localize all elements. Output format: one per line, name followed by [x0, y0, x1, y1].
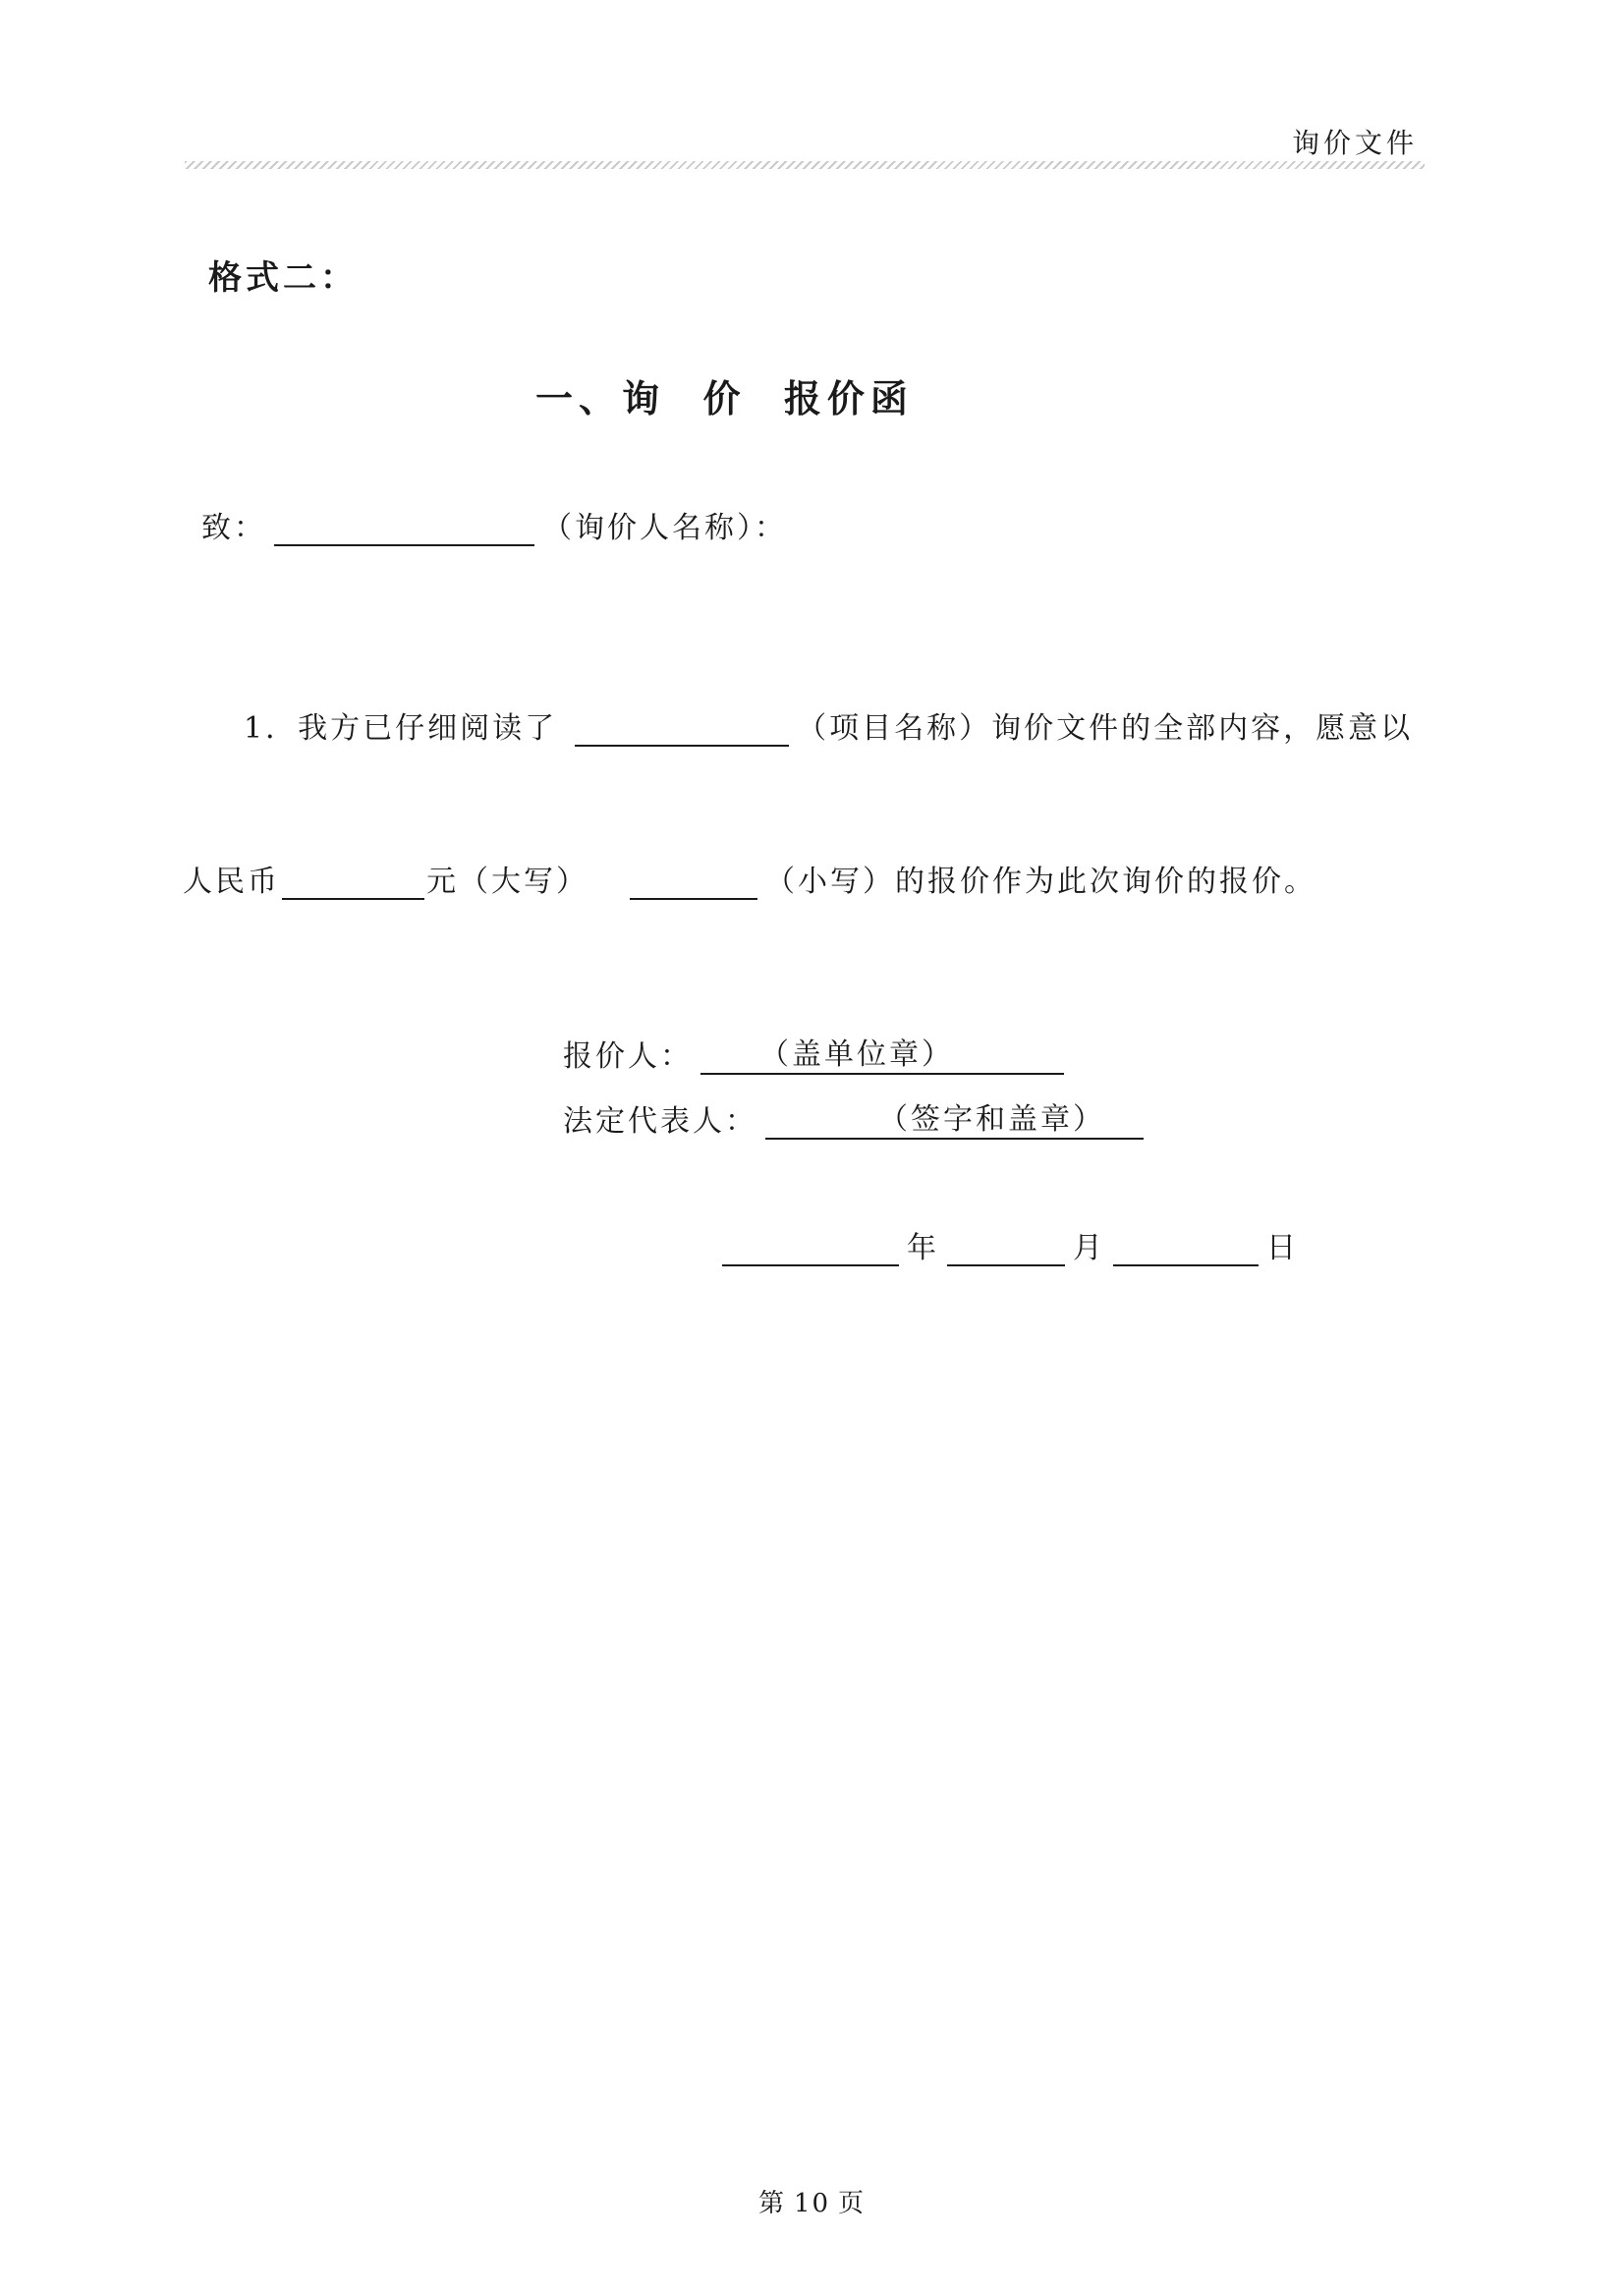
- month-blank[interactable]: [947, 1231, 1065, 1266]
- year-label: 年: [907, 1231, 939, 1265]
- day-blank[interactable]: [1113, 1231, 1259, 1266]
- paragraph-line1-suffix: （项目名称）询价文件的全部内容，愿意以: [797, 711, 1414, 746]
- header-rule: [185, 161, 1425, 169]
- quoter-seal-field[interactable]: [700, 1030, 1064, 1075]
- addressee-line: [201, 503, 787, 546]
- quoter-seal-text: （盖单位章）: [759, 1037, 954, 1072]
- doc-title: 一、询 价 报价函: [535, 376, 914, 420]
- date-line: [722, 1223, 1299, 1266]
- legal-representative-seal-field[interactable]: [765, 1094, 1144, 1140]
- legal-representative-label: 法定代表人：: [563, 1104, 757, 1139]
- addressee-suffix: （询价人名称）：: [542, 511, 787, 545]
- page-number-value: 10: [793, 2189, 831, 2218]
- page-number-prefix: 第: [757, 2189, 786, 2218]
- paragraph-line-2: [183, 857, 1316, 900]
- legal-representative-line: [563, 1094, 1144, 1140]
- format-label: 格式二：: [208, 258, 358, 298]
- quoter-label: 报价人：: [563, 1039, 693, 1074]
- month-label: 月: [1073, 1231, 1105, 1265]
- addressee-prefix: 致：: [201, 511, 266, 545]
- quoter-line: [563, 1030, 1064, 1075]
- paragraph-line2-prefix: 人民币: [183, 865, 280, 899]
- day-label: 日: [1266, 1231, 1299, 1265]
- project-name-blank[interactable]: [575, 711, 789, 747]
- header-title: 询价文件: [1292, 127, 1419, 159]
- paragraph-line1-prefix: 1．我方已仔细阅读了: [244, 711, 558, 746]
- paragraph-line-1: [244, 703, 1413, 747]
- addressee-blank[interactable]: [274, 511, 534, 546]
- amount-figures-blank[interactable]: [630, 865, 757, 900]
- paragraph-line2-suffix: （小写）的报价作为此次询价的报价。: [765, 865, 1316, 899]
- amount-words-blank[interactable]: [282, 865, 424, 900]
- year-blank[interactable]: [722, 1231, 899, 1266]
- paragraph-line2-mid: 元（大写）: [426, 865, 588, 899]
- page-number-suffix: 页: [838, 2189, 867, 2218]
- legal-representative-seal-text: （签字和盖章）: [878, 1102, 1105, 1137]
- page-number: [0, 2183, 1624, 2219]
